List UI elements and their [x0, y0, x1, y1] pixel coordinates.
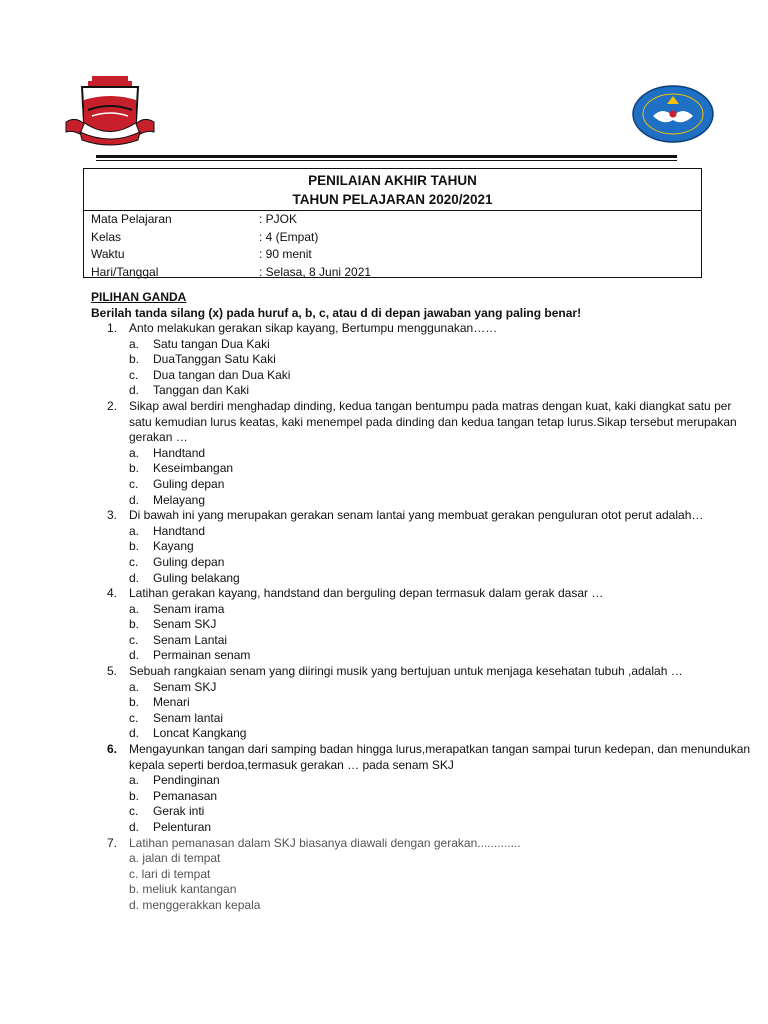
answer-option [91, 726, 751, 742]
info-label: Kelas [91, 229, 122, 244]
info-row-date [84, 264, 701, 282]
question-number: 7. [107, 835, 118, 850]
answer-option [91, 383, 751, 399]
info-row-subject [84, 211, 701, 229]
option-text: Satu tangan Dua Kaki [153, 336, 270, 351]
answer-option [91, 352, 751, 368]
question [91, 742, 751, 773]
question [91, 508, 751, 524]
option-text: Permainan senam [153, 648, 251, 663]
option-letter: b. [129, 617, 140, 632]
info-value: : 90 menit [259, 247, 312, 261]
answer-option [91, 337, 751, 353]
question-number: 6. [107, 742, 118, 757]
option-text: Melayang [153, 492, 206, 507]
option-letter: d. [129, 648, 140, 663]
question-text: Sikap awal berdiri menghadap dinding, kedua tangan bentumpu pada matras dengan kuat, kaki diangkat satu per satu kemudian lurus keatas, kaki menempel pada dinding dan kedua tangan tetap lurus.Sikap tersebut merupakan gerakan … [129, 398, 737, 445]
option-letter: d. [129, 570, 140, 585]
answer-option [91, 633, 751, 649]
info-label: Waktu [91, 247, 125, 261]
option-letter: c. [129, 804, 139, 819]
answer-option [91, 711, 751, 727]
exam-title: PENILAIAN AKHIR TAHUN [308, 173, 477, 188]
answer-option [91, 571, 751, 587]
answer-option: c. lari di tempat [129, 866, 211, 881]
option-text: Guling depan [153, 554, 225, 569]
answer-option [91, 820, 751, 836]
question-text: Sebuah rangkaian senam yang diiringi musik yang bertujuan untuk menjaga kesehatan tubuh ,adalah … [129, 664, 683, 679]
option-text: Keseimbangan [153, 461, 234, 476]
question-text: Di bawah ini yang merupakan gerakan senam lantai yang membuat gerakan penguluran otot perut adalah… [129, 508, 704, 523]
answer-option [91, 539, 751, 555]
option-letter: c. [129, 710, 139, 725]
answer-option [91, 477, 751, 493]
answer-option [91, 555, 751, 571]
option-text: Tanggan dan Kaki [153, 383, 250, 398]
option-text: Senam SKJ [153, 679, 217, 694]
answer-option [91, 493, 751, 509]
option-text: Gerak inti [153, 804, 205, 819]
option-letter: a. [129, 523, 140, 538]
answer-option [91, 524, 751, 540]
option-text: DuaTanggan Satu Kaki [153, 352, 276, 367]
question-text: Latihan gerakan kayang, handstand dan berguling depan termasuk dalam gerak dasar … [129, 586, 604, 601]
info-label: Mata Pelajaran [91, 212, 172, 226]
answer-option [91, 617, 751, 633]
option-letter: a. [129, 601, 140, 616]
answer-option [91, 648, 751, 664]
option-letter: d. [129, 492, 140, 507]
question-text: Anto melakukan gerakan sikap kayang, Bertumpu menggunakan…… [129, 321, 498, 335]
option-letter: c. [129, 632, 139, 647]
info-row-time [84, 246, 701, 264]
option-letter: a. [129, 336, 140, 351]
answer-option [91, 804, 751, 820]
answer-option: b. meliuk kantangan [129, 882, 237, 897]
option-letter: d. [129, 820, 140, 834]
answer-option: a. jalan di tempat [129, 851, 221, 866]
option-text: Handtand [153, 445, 206, 460]
question [91, 586, 751, 602]
option-text: Senam Lantai [153, 632, 228, 647]
option-text: Guling depan [153, 476, 225, 491]
tut-wuri-handayani-logo [631, 84, 715, 144]
section-instruction: Berilah tanda silang (x) pada huruf a, b, c, atau d di depan jawaban yang paling benar! [91, 306, 582, 320]
option-text: Senam irama [153, 601, 225, 616]
option-text: Handtand [153, 523, 206, 538]
option-text: Senam SKJ [153, 617, 217, 632]
info-value: : Selasa, 8 Juni 2021 [259, 264, 372, 279]
answer-option [91, 461, 751, 477]
question-text: Latihan pemanasan dalam SKJ biasanya diawali dengan gerakan............. [129, 835, 521, 850]
option-letter: b. [129, 539, 140, 554]
question [91, 399, 751, 446]
option-letter: c. [129, 476, 139, 491]
question-number: 1. [107, 321, 118, 335]
answer-option [91, 680, 751, 696]
option-letter: a. [129, 773, 140, 788]
exam-year: TAHUN PELAJARAN 2020/2021 [292, 192, 493, 207]
option-text: Senam lantai [153, 710, 224, 725]
option-letter: c. [129, 367, 139, 382]
info-row-class [84, 229, 701, 247]
question-text: Mengayunkan tangan dari samping badan hingga lurus,merapatkan tangan sampai turun kedepan, dan menundukan kepala seperti berdoa,termasuk gerakan … pada senam SKJ [129, 742, 751, 772]
exam-info-box [83, 168, 702, 278]
header-divider [96, 155, 677, 158]
question [91, 321, 751, 337]
answer-option [91, 446, 751, 462]
question-number: 4. [107, 586, 118, 601]
question-number: 2. [107, 398, 118, 413]
answer-option: d. menggerakkan kepala [129, 897, 261, 912]
question-number: 5. [107, 664, 118, 679]
option-letter: d. [129, 383, 140, 398]
option-letter: b. [129, 461, 140, 476]
exam-title-area [84, 169, 701, 211]
option-letter: b. [129, 788, 140, 803]
section-title: PILIHAN GANDA [91, 290, 187, 304]
answer-option [91, 789, 751, 805]
option-letter: b. [129, 695, 140, 710]
option-letter: b. [129, 352, 140, 367]
option-text: Dua tangan dan Dua Kaki [153, 367, 291, 382]
option-text: Pelenturan [153, 820, 212, 834]
answer-option [91, 695, 751, 711]
answer-option [91, 773, 751, 789]
option-text: Guling belakang [153, 570, 240, 585]
answer-option [91, 602, 751, 618]
question [91, 836, 751, 852]
info-value: : 4 (Empat) [259, 229, 319, 244]
option-letter: c. [129, 554, 139, 569]
option-text: Pemanasan [153, 788, 218, 803]
option-text: Menari [153, 695, 190, 710]
question [91, 664, 751, 680]
option-text: Loncat Kangkang [153, 726, 247, 741]
option-letter: a. [129, 679, 140, 694]
option-letter: a. [129, 445, 140, 460]
option-letter: d. [129, 726, 140, 741]
answer-option [91, 368, 751, 384]
header-divider-thin [96, 160, 677, 161]
info-value: : PJOK [259, 212, 298, 226]
info-label: Hari/Tanggal [91, 264, 159, 279]
option-text: Pendinginan [153, 773, 220, 788]
question-number: 3. [107, 508, 118, 523]
regional-emblem-logo [62, 70, 158, 148]
option-text: Kayang [153, 539, 194, 554]
multiple-choice-section [91, 290, 751, 914]
